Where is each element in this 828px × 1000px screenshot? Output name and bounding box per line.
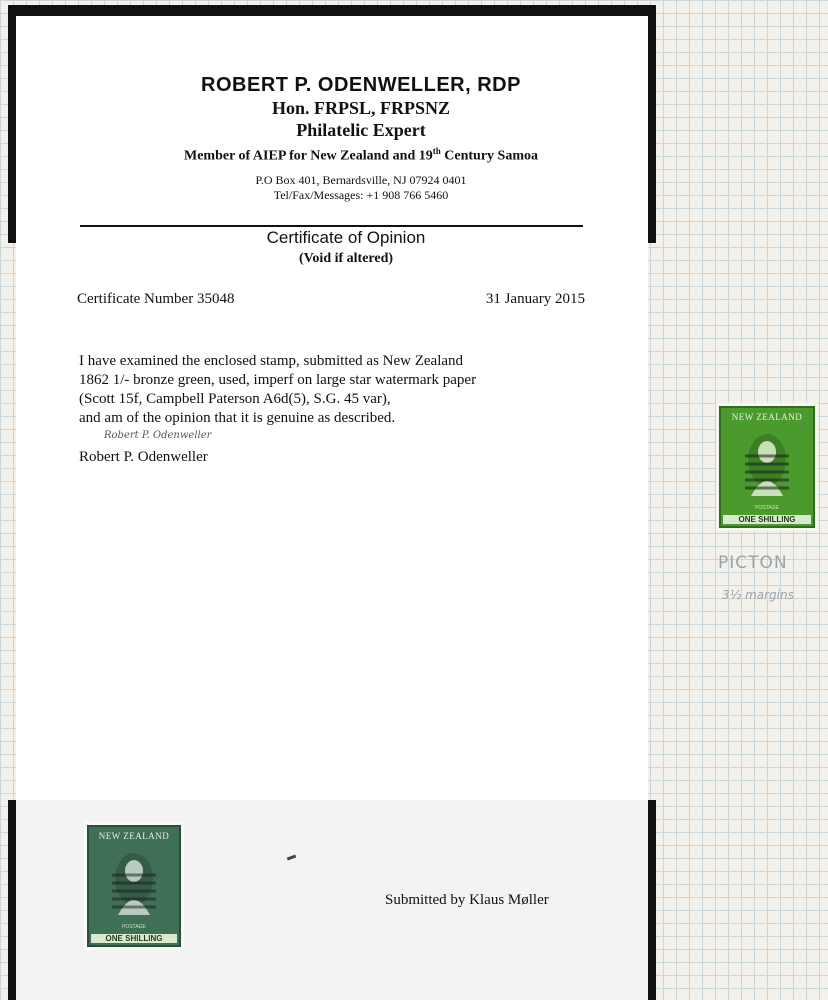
opinion-text (79, 352, 599, 428)
expert-role: Philatelic Expert (296, 120, 426, 140)
opinion-line: (Scott 15f, Campbell Paterson A6d(5), S.G. 45 var), (79, 391, 391, 407)
pencil-note-postmark: PICTON (718, 553, 788, 573)
expert-address: P.O Box 401, Bernardsville, NJ 07924 0401 (255, 173, 467, 187)
submitted-by: Submitted by Klaus Møller (385, 892, 549, 908)
stamp-country: NEW ZEALAND (731, 412, 803, 422)
void-note: (Void if altered) (298, 251, 394, 266)
membership-sup: th (432, 146, 441, 156)
stamp-design (719, 406, 815, 528)
pencil-note-margins: 3½ margins (722, 588, 794, 602)
expert-membership (16, 146, 706, 165)
expert-name: ROBERT P. ODENWELLER, RDP (201, 74, 521, 96)
stamp-country: NEW ZEALAND (98, 831, 170, 841)
stamp-postage: POSTAGE (122, 924, 146, 930)
queen-portrait-icon (741, 426, 793, 504)
stamp-postage: POSTAGE (755, 505, 779, 511)
opinion-line: and am of the opinion that it is genuine as described. (79, 410, 396, 426)
handwritten-signature: Robert P. Odenweller (104, 430, 212, 441)
stamp-value: ONE SHILLING (723, 515, 811, 524)
stamp-certificate-photo (84, 822, 184, 950)
expert-phone: Tel/Fax/Messages: +1 908 766 5460 (273, 188, 449, 202)
membership-prefix: Member of AIEP for New Zealand and 19 (183, 148, 433, 164)
queen-portrait-icon (108, 845, 160, 923)
header-divider (80, 225, 583, 227)
stamp-value: ONE SHILLING (91, 934, 177, 943)
certificate-title: Certificate of Opinion (266, 228, 426, 247)
certificate-number: Certificate Number 35048 (77, 291, 235, 307)
opinion-line: I have examined the enclosed stamp, submitted as New Zealand (79, 353, 464, 369)
opinion-line: 1862 1/- bronze green, used, imperf on large star watermark paper (79, 372, 477, 388)
signer-name: Robert P. Odenweller (79, 449, 208, 465)
stamp-album (716, 403, 818, 531)
stamp-design (87, 825, 181, 947)
expert-honors: Hon. FRPSL, FRPSNZ (271, 98, 451, 118)
membership-suffix: Century Samoa (440, 148, 538, 164)
certificate-date: 31 January 2015 (485, 291, 585, 307)
